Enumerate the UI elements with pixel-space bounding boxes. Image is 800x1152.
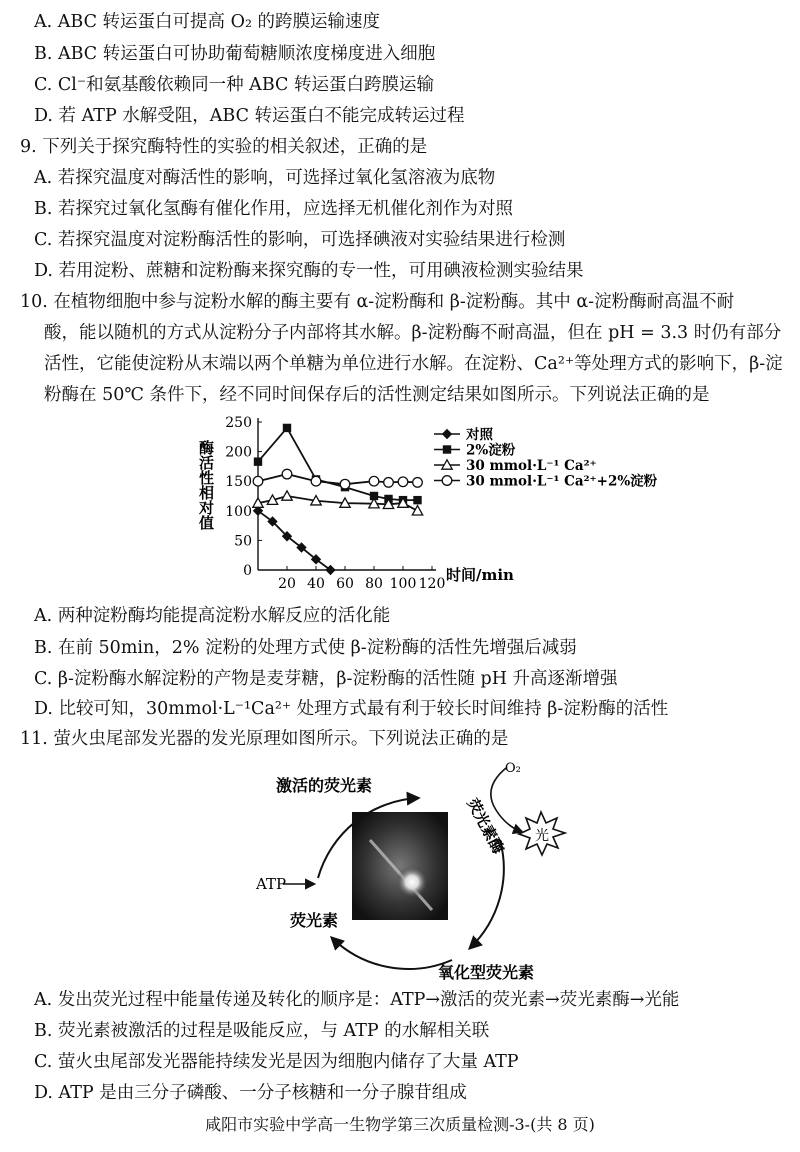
- y-axis-label: 酶活性相对值: [197, 440, 215, 530]
- q9-option-a: A. 若探究温度对酶活性的影响，可选择过氧化氢溶液为底物: [34, 168, 496, 188]
- y-tick-label: 50: [234, 533, 252, 550]
- legend-label: 对照: [466, 427, 493, 443]
- y-tick-label: 200: [225, 444, 252, 461]
- data-point: [340, 479, 350, 489]
- atp-label: ATP: [256, 875, 287, 893]
- q11-stem: 11. 萤火虫尾部发光器的发光原理如图所示。下列说法正确的是: [20, 729, 509, 749]
- q9-option-c: C. 若探究温度对淀粉酶活性的影响，可选择碘液对实验结果进行检测: [34, 230, 566, 250]
- legend-label: 30 mmol·L⁻¹ Ca²⁺: [466, 458, 597, 474]
- data-point: [311, 476, 321, 486]
- y-tick-label: 0: [243, 563, 252, 579]
- luciferin-label: 荧光素: [290, 911, 339, 930]
- q10-option-a: A. 两种淀粉酶均能提高淀粉水解反应的活化能: [34, 606, 391, 626]
- data-point: [413, 496, 421, 504]
- x-tick-label: 100: [389, 576, 417, 592]
- data-point: [254, 457, 262, 465]
- series-line: [258, 511, 331, 570]
- o2-label: O₂: [505, 761, 521, 776]
- q10-stem-line-3: 活性，它能使淀粉从末端以两个单糖为单位进行水解。在淀粉、Ca²⁺等处理方式的影响下，β-淀: [44, 354, 783, 374]
- firefly-photo: [352, 812, 448, 920]
- q10-option-b: B. 在前 50min，2% 淀粉的处理方式使 β-淀粉酶的活性先增强后减弱: [34, 638, 577, 658]
- data-point: [384, 478, 394, 488]
- data-point: [283, 424, 291, 432]
- legend-label: 2%淀粉: [466, 442, 516, 459]
- q11-option-b: B. 荧光素被激活的过程是吸能反应，与 ATP 的水解相关联: [34, 1021, 490, 1041]
- q9-stem: 9. 下列关于探究酶特性的实验的相关叙述，正确的是: [20, 137, 428, 157]
- q9-option-b: B. 若探究过氧化氢酶有催化作用，应选择无机催化剂作为对照: [34, 199, 513, 219]
- series-0: [253, 506, 336, 576]
- q8-option-b: B. ABC 转运蛋白可协助葡萄糖顺浓度梯度进入细胞: [34, 44, 436, 64]
- o2-arrow: [491, 768, 522, 832]
- light-label: 光: [535, 828, 549, 844]
- x-axis-label: 时间/min: [446, 566, 514, 584]
- q10-option-d: D. 比较可知，30mmol·L⁻¹Ca²⁺ 处理方式最有利于较长时间维持 β-淀粉酶的活性: [34, 699, 669, 719]
- series-line: [258, 428, 418, 500]
- y-tick-label: 150: [225, 474, 252, 491]
- luciferin-diagram: [0, 760, 800, 982]
- x-tick-label: 60: [336, 576, 354, 592]
- x-tick-label: 120: [418, 576, 446, 592]
- x-tick-label: 20: [278, 576, 296, 592]
- q11-option-a: A. 发出荧光过程中能量传递及转化的顺序是：ATP→激活的荧光素→荧光素酶→光能: [34, 990, 680, 1010]
- legend-label: 30 mmol·L⁻¹ Ca²⁺+2%淀粉: [466, 473, 658, 490]
- data-point: [253, 476, 263, 486]
- data-point: [412, 506, 422, 515]
- data-point: [369, 476, 379, 486]
- page-footer: 咸阳市实验中学高一生物学第三次质量检测-3-(共 8 页): [205, 1115, 595, 1134]
- oxidized-luciferin-label: 氧化型荧光素: [438, 963, 535, 982]
- y-tick-label: 250: [225, 415, 252, 431]
- chart-series: [253, 424, 423, 575]
- luciferase-label: 荧光素酶: [463, 795, 508, 857]
- q8-option-a: A. ABC 转运蛋白可提高 O₂ 的跨膜运输速度: [34, 12, 381, 32]
- series-2: [253, 491, 423, 515]
- y-tick-label: 100: [225, 503, 252, 520]
- activated-luciferin-label: 激活的荧光素: [276, 776, 373, 795]
- q10-option-c: C. β-淀粉酶水解淀粉的产物是麦芽糖，β-淀粉酶的活性随 pH 升高逐渐增强: [34, 669, 618, 689]
- legend-marker: [443, 445, 451, 453]
- cycle-arrow-bottom: [332, 938, 452, 969]
- data-point: [413, 478, 423, 488]
- data-point: [282, 469, 292, 479]
- legend-marker: [442, 476, 452, 486]
- q9-option-d: D. 若用淀粉、蔗糖和淀粉酶来探究酶的专一性，可用碘液检测实验结果: [34, 261, 584, 281]
- legend-marker: [442, 429, 452, 439]
- q8-option-d: D. 若 ATP 水解受阻，ABC 转运蛋白不能完成转运过程: [34, 106, 465, 126]
- data-point: [398, 477, 408, 487]
- q10-stem-line-2: 酸，能以随机的方式从淀粉分子内部将其水解。β-淀粉酶不耐高温，但在 pH = 3.3 时仍有部分: [44, 323, 782, 343]
- x-tick-label: 40: [307, 576, 325, 592]
- series-1: [254, 424, 422, 505]
- enzyme-activity-chart: [0, 408, 800, 598]
- q11-option-d: D. ATP 是由三分子磷酸、一分子核糖和一分子腺苷组成: [34, 1083, 467, 1103]
- cycle-arrow-right: [470, 840, 504, 948]
- q10-stem-line-4: 粉酶在 50℃ 条件下，经不同时间保存后的活性测定结果如图所示。下列说法正确的是: [44, 385, 710, 405]
- chart-legend: [434, 427, 658, 490]
- data-point: [282, 491, 292, 500]
- x-tick-label: 80: [365, 576, 383, 592]
- q10-stem-line-1: 10. 在植物细胞中参与淀粉水解的酶主要有 α-淀粉酶和 β-淀粉酶。其中 α-淀粉酶耐高温不耐: [20, 292, 735, 312]
- q11-option-c: C. 萤火虫尾部发光器能持续发光是因为细胞内储存了大量 ATP: [34, 1052, 519, 1072]
- q8-option-c: C. Cl⁻和氨基酸依赖同一种 ABC 转运蛋白跨膜运输: [34, 75, 434, 95]
